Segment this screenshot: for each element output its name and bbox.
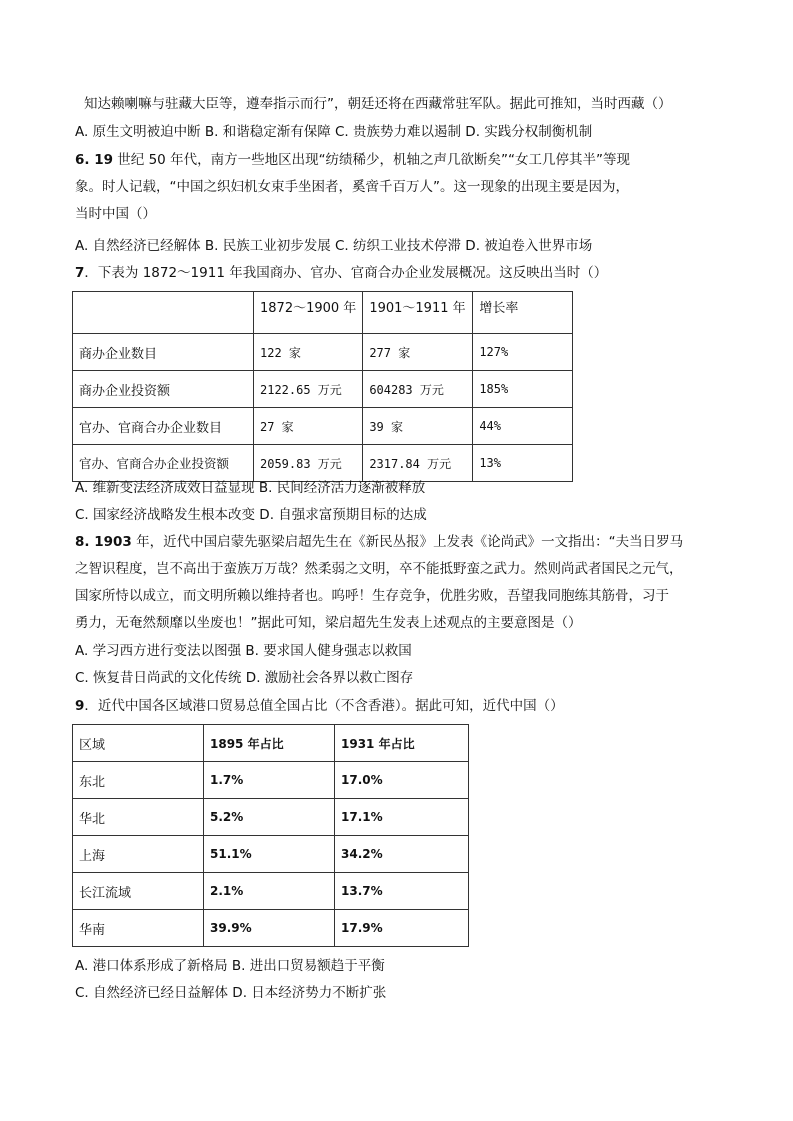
q7-table [72, 291, 573, 482]
table-header-cell: 1895 年占比 [204, 725, 335, 762]
q5-stem-line: 知达赖喇嘛与驻藏大臣等，遵奉指示而行”，朝廷还将在西藏常驻军队。据此可推知，当时西藏（） [84, 96, 672, 112]
q6-stem-line-3: 当时中国（） [75, 206, 156, 222]
table-cell: 2122.65 万元 [254, 371, 363, 408]
q9-number: 9 [75, 698, 85, 714]
q6-stem-line-1 [75, 150, 630, 170]
q7-options-2: C. 国家经济战略发生根本改变 D. 自强求富预期目标的达成 [75, 507, 427, 523]
q9-options-1: A. 港口体系形成了新格局 B. 进出口贸易额趋于平衡 [75, 958, 385, 974]
table-cell: 华北 [73, 799, 204, 836]
q6-stem-line-2: 象。时人记载，“中国之织妇机女束手坐困者，奚啻千百万人”。这一现象的出现主要是因为， [75, 179, 629, 195]
table-cell: 34.2% [335, 836, 469, 873]
q5-options: A. 原生文明被迫中断 B. 和谐稳定渐有保障 C. 贵族势力难以遏制 D. 实践分权制衡机制 [75, 124, 593, 140]
q8-stem-line-3: 国家所恃以成立，而文明所赖以维持者也。呜呼！生存竞争，优胜劣败，吾望我同胞练其筋骨，习于 [75, 588, 669, 604]
table-cell: 华南 [73, 910, 204, 947]
table-row [73, 445, 573, 482]
table-row [73, 762, 469, 799]
table-cell: 上海 [73, 836, 204, 873]
table-row [73, 873, 469, 910]
table-cell: 商办企业投资额 [73, 371, 254, 408]
q8-stem-line-2: 之智识程度，岂不高出于蛮族万万哉？然柔弱之文明，卒不能抵野蛮之武力。然则尚武者国民之元气， [75, 561, 683, 577]
table-header-row [73, 725, 469, 762]
table-cell: 277 家 [363, 334, 473, 371]
table-header-cell: 增长率 [473, 292, 573, 334]
q8-stem-text-1: 年，近代中国启蒙先驱梁启超先生在《新民丛报》上发表《论尚武》一文指出：“夫当日罗马 [131, 534, 684, 550]
table-cell: 127% [473, 334, 573, 371]
q9-stem-text: ．近代中国各区域港口贸易总值全国占比（不含香港）。据此可知，近代中国（） [84, 698, 564, 714]
table-header-cell [73, 292, 254, 334]
table-cell: 39 家 [363, 408, 473, 445]
q7-number: 7 [75, 265, 85, 281]
q9-stem [75, 696, 564, 716]
table-cell: 17.9% [335, 910, 469, 947]
table-cell: 13.7% [335, 873, 469, 910]
q8-stem-line-1 [75, 532, 683, 552]
table-header-cell: 区域 [73, 725, 204, 762]
table-cell: 1.7% [204, 762, 335, 799]
table-cell: 2317.84 万元 [363, 445, 473, 482]
table-cell: 17.1% [335, 799, 469, 836]
table-cell: 2059.83 万元 [254, 445, 363, 482]
q8-options-2: C. 恢复昔日尚武的文化传统 D. 激励社会各界以救亡图存 [75, 670, 414, 686]
table-cell: 东北 [73, 762, 204, 799]
q7-options-1: A. 维新变法经济成效日益显现 B. 民间经济活力逐渐被释放 [75, 480, 426, 496]
q8-options-1: A. 学习西方进行变法以图强 B. 要求国人健身强志以救国 [75, 643, 412, 659]
table-cell: 27 家 [254, 408, 363, 445]
q6-options: A. 自然经济已经解体 B. 民族工业初步发展 C. 纺织工业技术停滞 D. 被迫卷入世界市场 [75, 238, 593, 254]
table-cell: 5.2% [204, 799, 335, 836]
q6-number: 6. 19 [75, 152, 114, 168]
table-cell: 长江流域 [73, 873, 204, 910]
table-row [73, 371, 573, 408]
table-cell: 13% [473, 445, 573, 482]
table-cell: 51.1% [204, 836, 335, 873]
table-row [73, 799, 469, 836]
table-cell: 17.0% [335, 762, 469, 799]
table-cell: 官办、官商合办企业投资额 [73, 445, 254, 482]
table-row [73, 910, 469, 947]
table-header-cell: 1931 年占比 [335, 725, 469, 762]
table-row [73, 408, 573, 445]
table-cell: 官办、官商合办企业数目 [73, 408, 254, 445]
q9-options-2: C. 自然经济已经日益解体 D. 日本经济势力不断扩张 [75, 985, 387, 1001]
table-header-cell: 1901～1911 年 [363, 292, 473, 334]
table-cell: 2.1% [204, 873, 335, 910]
q6-stem-text-1: 世纪 50 年代，南方一些地区出现“纺绩稀少，机轴之声几欲断矣”“女工几停其半”等现 [113, 152, 631, 168]
table-header-row [73, 292, 573, 334]
table-cell: 商办企业数目 [73, 334, 254, 371]
table-cell: 122 家 [254, 334, 363, 371]
table-row [73, 334, 573, 371]
table-cell: 185% [473, 371, 573, 408]
q7-stem-text: ．下表为 1872～1911 年我国商办、官办、官商合办企业发展概况。这反映出当时（） [84, 265, 608, 281]
table-cell: 604283 万元 [363, 371, 473, 408]
table-row [73, 836, 469, 873]
q7-stem [75, 263, 607, 283]
q8-number: 8. 1903 [75, 534, 132, 550]
table-cell: 39.9% [204, 910, 335, 947]
table-cell: 44% [473, 408, 573, 445]
q8-stem-line-4: 勇力，无奄然颓靡以坐废也！”据此可知，梁启超先生发表上述观点的主要意图是（） [75, 615, 582, 631]
table-header-cell: 1872～1900 年 [254, 292, 363, 334]
q9-table [72, 724, 469, 947]
